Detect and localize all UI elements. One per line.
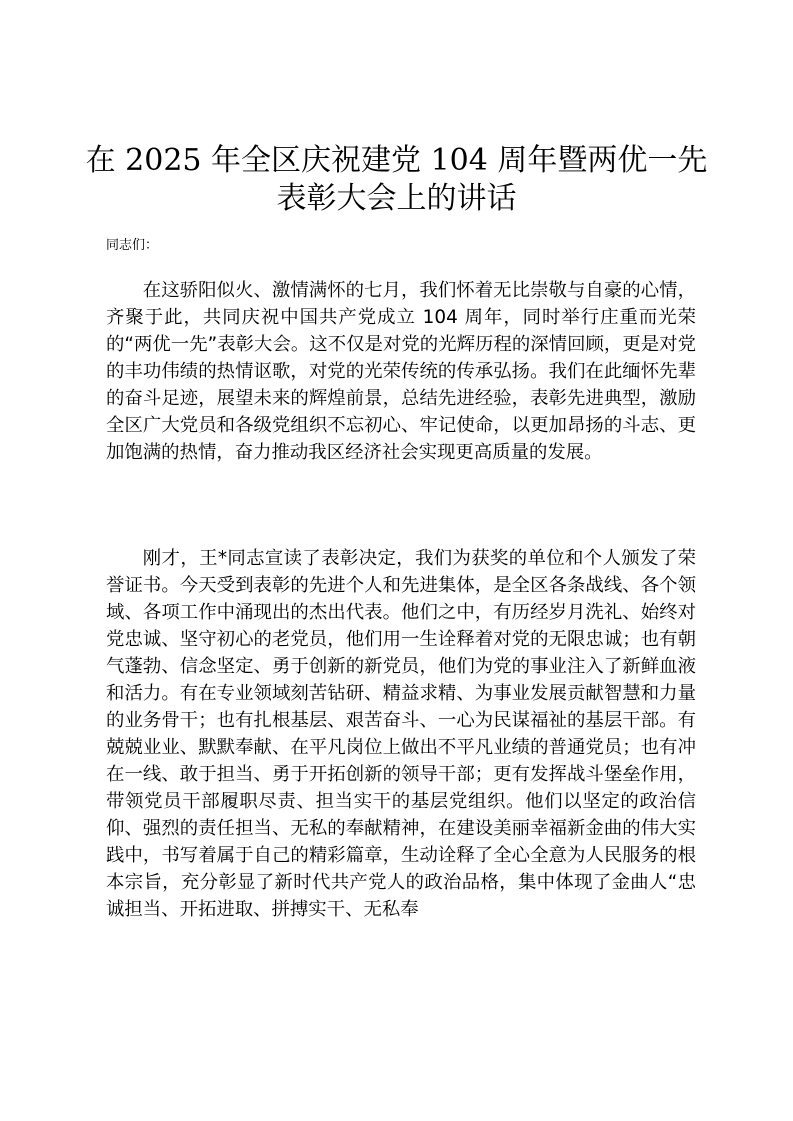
page-title-line-2: 表彰大会上的讲话 bbox=[276, 181, 517, 216]
body-paragraph: 在这骄阳似火、激情满怀的七月，我们怀着无比崇敬与自豪的心情，齐聚于此，共同庆祝中国共产党成立 104 周年，同时举行庄重而光荣的“两优一先”表彰大会。这不仅是对党的光辉历程的深情回顾，更是对党的丰功伟绩的热情讴歌，对党的光荣传统的传承弘扬。我们在此缅怀先辈的奋斗足迹，展望未来的辉煌前景，总结先进经验，表彰先进典型，激励全区广大党员和各级党组织不忘初心、牢记使命，以更加昂扬的斗志、更加饱满的热情，奋力推动我区经济社会实现更高质量的发展。 bbox=[106, 280, 696, 463]
salutation: 同志们： bbox=[106, 238, 159, 253]
page-title-line-1: 在 2025 年全区庆祝建党 104 周年暨两优一先 bbox=[85, 143, 708, 178]
body-paragraph: 刚才，王*同志宣读了表彰决定，我们为获奖的单位和个人颁发了荣誉证书。今天受到表彰的先进个人和先进集体，是全区各条战线、各个领域、各项工作中涌现出的杰出代表。他们之中，有历经岁月洗礼、始终对党忠诚、坚守初心的老党员，他们用一生诠释着对党的无限忠诚；也有朝气蓬勃、信念坚定、勇于创新的新党员，他们为党的事业注入了新鲜血液和活力。有在专业领域刻苦钻研、精益求精、为事业发展贡献智慧和力量的业务骨干；也有扎根基层、艰苦奋斗、一心为民谋福祉的基层干部。有兢兢业业、默默奉献、在平凡岗位上做出不平凡业绩的普通党员；也有冲在一线、敢于担当、勇于开拓创新的领导干部；更有发挥战斗堡垒作用，带领党员干部履职尽责、担当实干的基层党组织。他们以坚定的政治信仰、强烈的责任担当、无私的奉献精神，在建设美丽幸福新金曲的伟大实践中，书写着属于自己的精彩篇章，生动诠释了全心全意为人民服务的根本宗旨，充分彰显了新时代共产党人的政治品格，集中体现了金曲人“忠诚担当、开拓进取、拼搏实干、无私奉 bbox=[106, 548, 696, 920]
